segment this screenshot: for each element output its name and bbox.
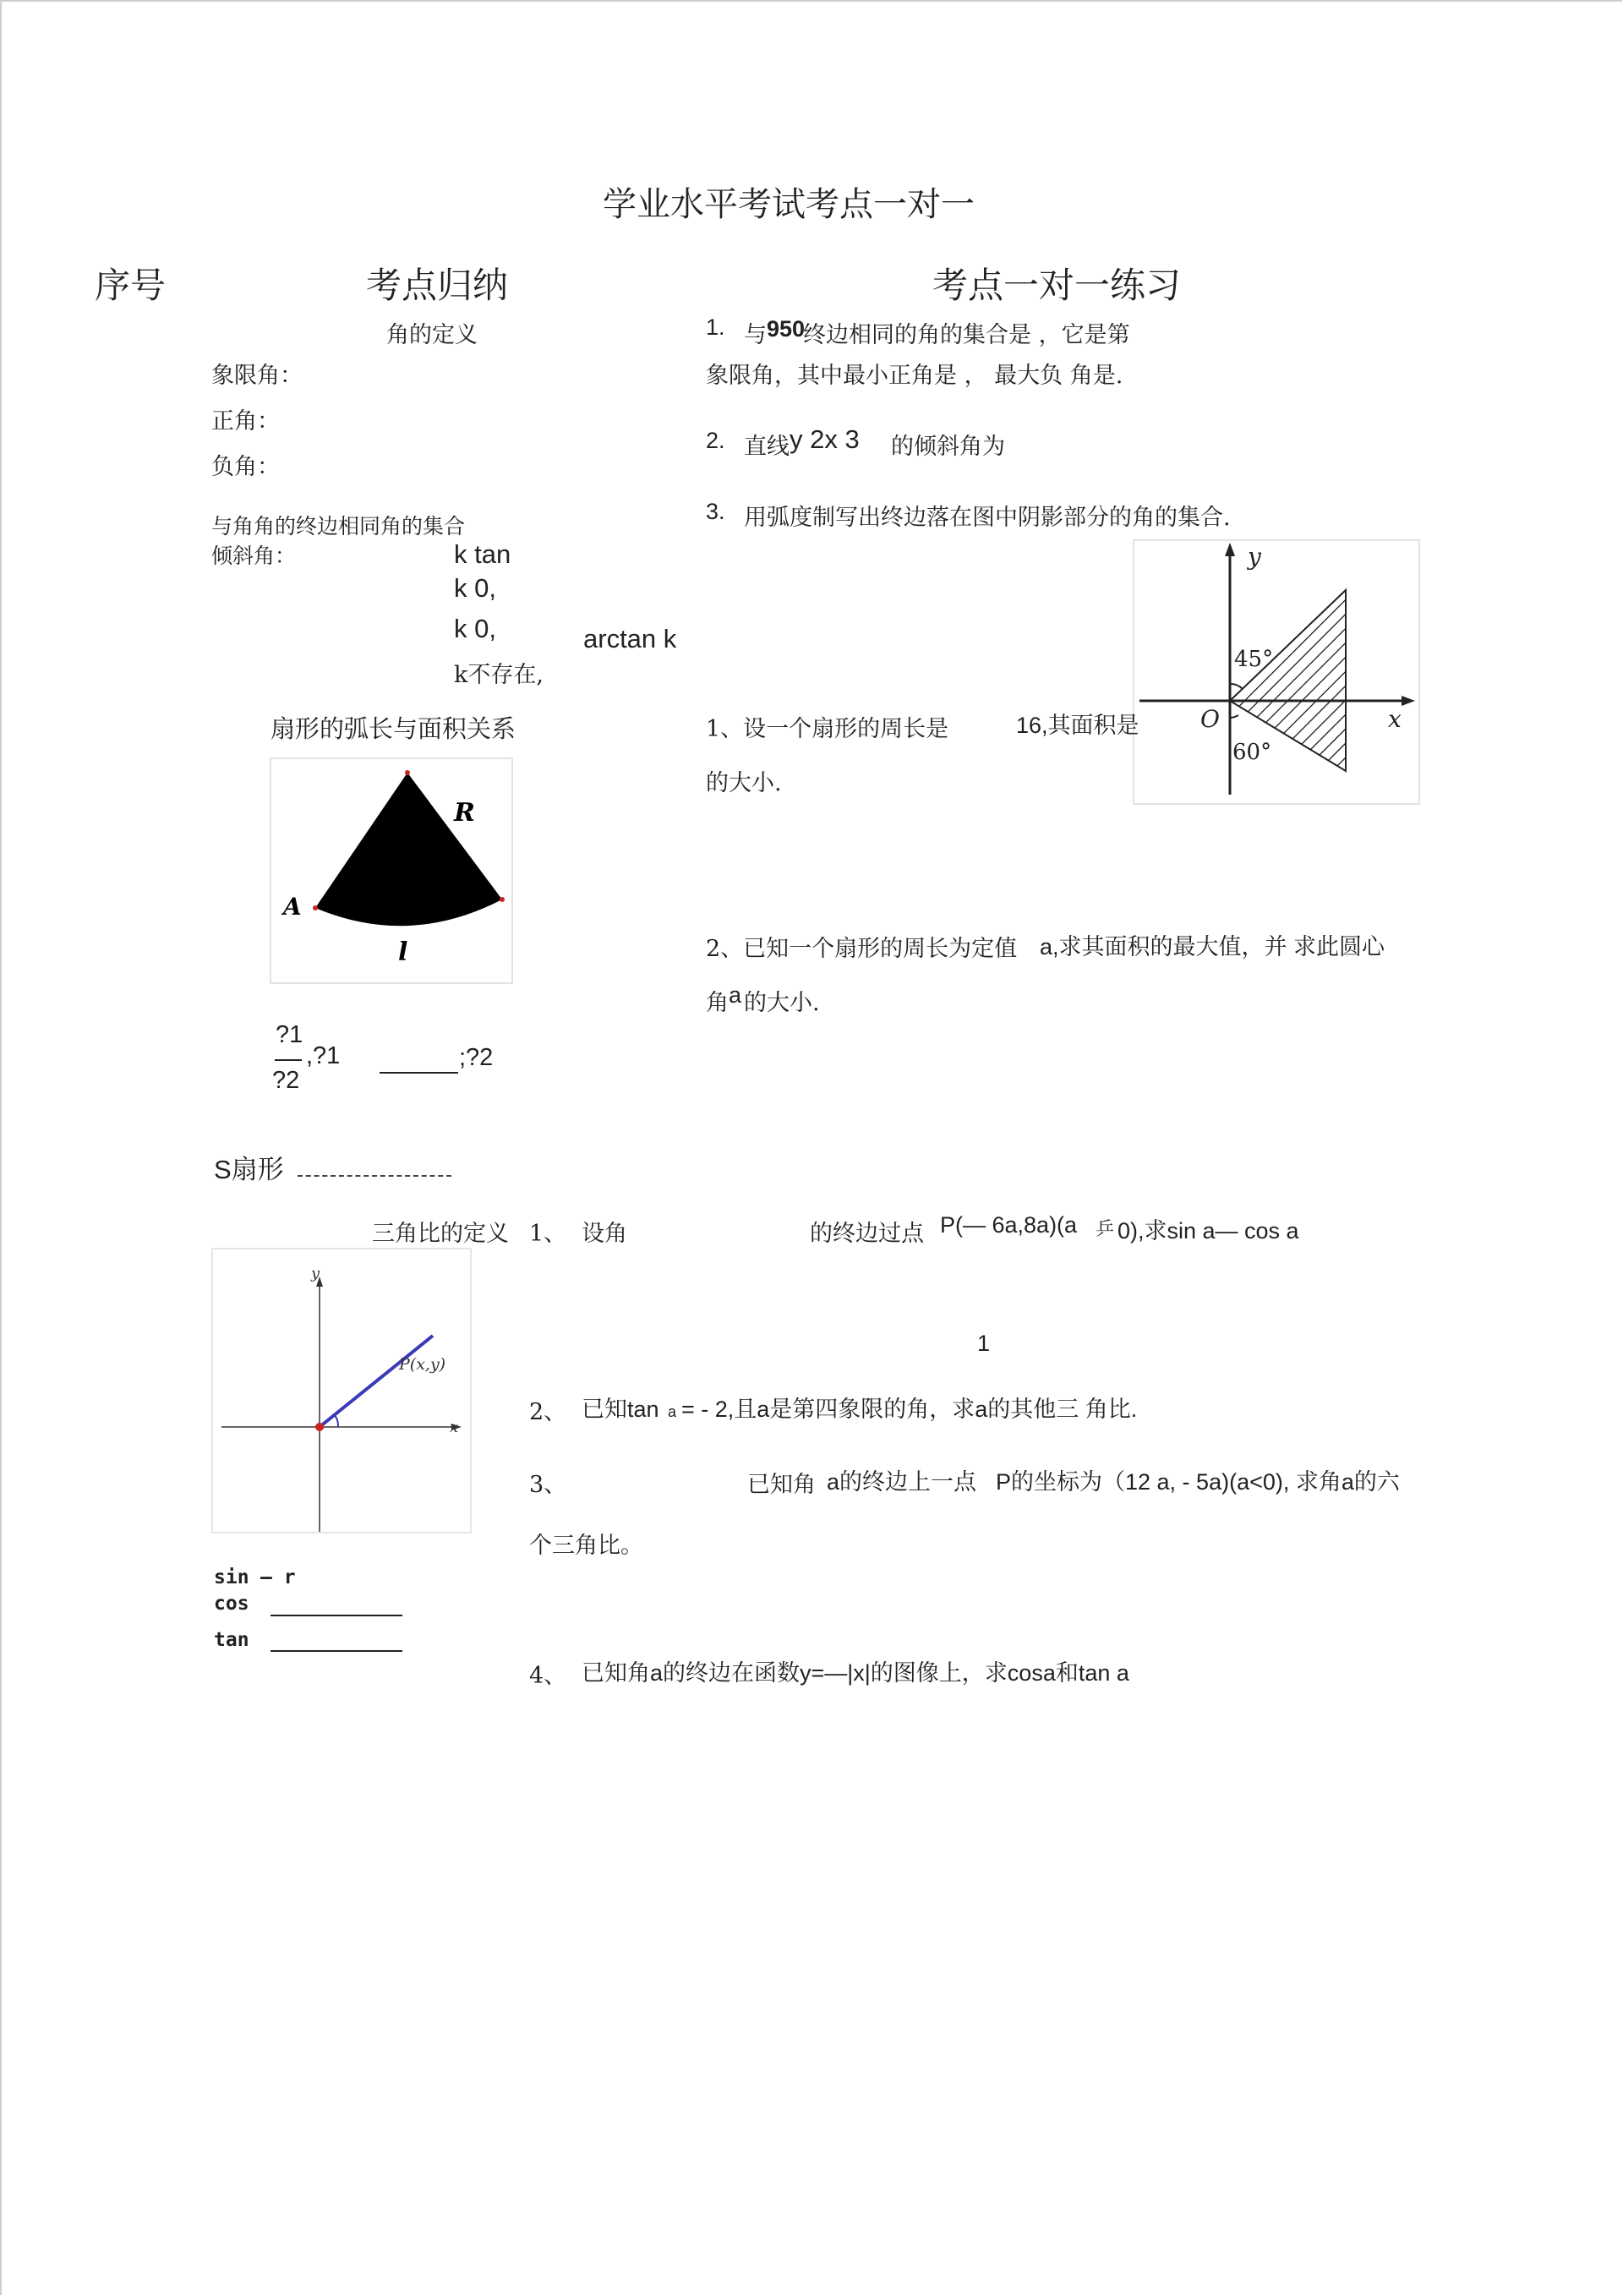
sector-radius-label: R xyxy=(454,798,475,828)
q1-text-c: 终边相同的角的集合是 ，它是第 xyxy=(803,322,1130,348)
fig-origin-label: O xyxy=(1200,705,1220,733)
sector-point-a xyxy=(313,905,318,910)
t3-text-a: 已知角 xyxy=(747,1472,816,1498)
trig-figure-frame xyxy=(212,1249,471,1533)
sector-shape xyxy=(315,773,502,926)
s1-line2: 的大小. xyxy=(706,770,782,796)
trig-definition-heading: 三角比的定义 xyxy=(372,1221,509,1247)
k-undefined-case: k不存在, xyxy=(454,662,544,688)
fraction-bar xyxy=(275,1059,302,1061)
fraction-mid-text: ,?1 xyxy=(306,1042,341,1069)
sector-point-right xyxy=(500,897,505,902)
fraction-blank xyxy=(380,1072,458,1074)
t2-text-a: 已知tan xyxy=(582,1397,659,1422)
t4-number: 4、 xyxy=(529,1663,567,1689)
sector-heading: 扇形的弧长与面积关系 xyxy=(270,714,516,743)
fig-60-label: 60° xyxy=(1232,740,1272,765)
sector-a-label: A xyxy=(283,893,302,921)
origin-point xyxy=(315,1423,324,1431)
t1-text-e: 0),求sin a— cos a xyxy=(1118,1218,1299,1244)
fraction-denominator: ?2 xyxy=(272,1067,300,1094)
t2-text-b: = - 2,且a是第四象限的角，求a的其他三 角比. xyxy=(681,1397,1138,1422)
tan-label: tan xyxy=(214,1629,249,1651)
t1-text-d: 乒 xyxy=(1096,1219,1115,1240)
t1-text-b: 的终边过点 xyxy=(810,1221,924,1247)
s2-text-a: 2、已知一个扇形的周长为定值 xyxy=(706,936,1018,962)
sin-label: sin xyxy=(214,1566,249,1588)
fig-45-arc xyxy=(1230,684,1243,689)
s1-text-a: 1、设一个扇形的周长是 xyxy=(706,716,949,742)
fraction-end-text: ;?2 xyxy=(459,1044,494,1071)
fraction-numerator: ?1 xyxy=(276,1021,303,1048)
q2-text-c: 的倾斜角为 xyxy=(891,434,1005,460)
point-p-label: P(x,y) xyxy=(399,1355,446,1374)
terminal-side-line xyxy=(320,1336,433,1427)
column-header-summary: 考点归纳 xyxy=(366,265,509,306)
positive-angle-label: 正角： xyxy=(211,408,280,435)
t3-number: 3、 xyxy=(529,1472,567,1498)
t3-text-c: P的坐标为（12 a, - 5a)(a<0), 求角a的六 xyxy=(996,1469,1400,1495)
t3-line2: 个三角比。 xyxy=(529,1533,643,1559)
k-positive-case: k 0, xyxy=(454,573,496,603)
trig-y-label: y xyxy=(311,1265,320,1282)
sector-area-label: S扇形 xyxy=(214,1155,284,1184)
column-header-practice: 考点一对一练习 xyxy=(932,265,1182,306)
angle-arc xyxy=(335,1415,338,1427)
trig-x-label: x xyxy=(450,1419,459,1436)
q3-text: 用弧度制写出终边落在图中阴影部分的角的集合. xyxy=(744,505,1231,531)
t4-text: 已知角a的终边在函数y=—|x|的图像上，求cosa和tan a xyxy=(582,1660,1129,1686)
q1-text-a: 与 xyxy=(744,322,767,348)
t3-text-b: a的终边上一点 xyxy=(827,1469,977,1495)
q2-equation: y 2x 3 xyxy=(790,424,860,454)
s2-text-b: a,求其面积的最大值，并 求此圆心 xyxy=(1040,934,1385,959)
q2-number: 2. xyxy=(706,428,725,453)
inclination-label: 倾斜角： xyxy=(211,544,297,568)
tan-blank xyxy=(270,1650,402,1652)
fig-x-arrow xyxy=(1402,696,1415,706)
sector-arc-label: l xyxy=(398,938,408,967)
q2-text-a: 直线 xyxy=(744,434,790,460)
shaded-angle-figure xyxy=(1133,539,1422,806)
s1-text-b: 16,其面积是 xyxy=(1016,713,1139,738)
t2-subscript: a xyxy=(668,1403,677,1420)
page-title: 学业水平考试考点一对一 xyxy=(603,185,975,224)
s2-line2-a: 角 xyxy=(706,990,729,1016)
fig-x-label: x xyxy=(1388,705,1402,733)
fig-y-label: y xyxy=(1248,543,1261,571)
sector-vertex xyxy=(405,770,410,775)
s2-line2-c: 的大小. xyxy=(744,990,820,1016)
q1-number: 1. xyxy=(706,314,725,340)
t2-number: 2、 xyxy=(529,1399,567,1425)
s2-line2-b: a xyxy=(729,982,742,1008)
column-header-index: 序号 xyxy=(95,265,167,306)
q3-number: 3. xyxy=(706,499,725,524)
trig-definition-figure xyxy=(211,1248,473,1535)
t1-text-a: 设角 xyxy=(582,1221,627,1247)
sector-area-blank xyxy=(298,1175,451,1177)
k-tan-formula: k tan xyxy=(454,539,511,569)
t1-number: 1、 xyxy=(529,1221,567,1247)
arctan-k: arctan k xyxy=(583,624,677,653)
sin-expression: — r xyxy=(260,1566,296,1588)
fig-y-arrow xyxy=(1225,543,1235,556)
cos-blank xyxy=(270,1615,402,1616)
k-negative-case: k 0, xyxy=(454,614,496,643)
t1-text-c: P(— 6a,8a)(a xyxy=(940,1212,1078,1238)
negative-angle-label: 负角： xyxy=(211,454,280,480)
quadrant-angle-label: 象限角： xyxy=(211,363,303,389)
sector-figure xyxy=(270,757,515,986)
angle-definition-heading: 角的定义 xyxy=(386,322,478,348)
t1-center-number: 1 xyxy=(977,1331,991,1356)
q1-angle-value: 950 xyxy=(767,316,806,342)
q1-line2: 象限角，其中最小正角是 ， 最大负 角是. xyxy=(706,363,1123,389)
fig-45-label: 45° xyxy=(1234,647,1274,672)
cos-label: cos xyxy=(214,1593,249,1615)
coterminal-set-label: 与角角的终边相同角的集合 xyxy=(211,514,466,538)
